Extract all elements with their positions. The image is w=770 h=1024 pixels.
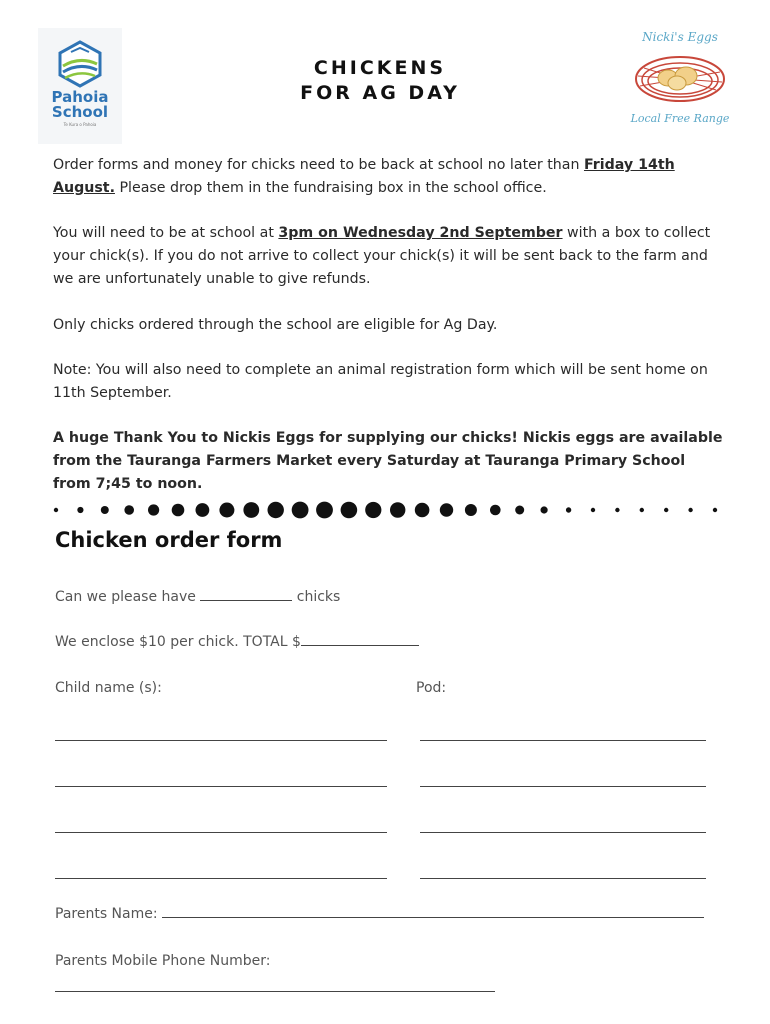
separator-dot — [541, 506, 548, 513]
pod-field-4[interactable] — [420, 878, 706, 879]
separator-dot — [341, 502, 358, 519]
school-tagline: Te Kura o Pahoia — [63, 122, 97, 127]
separator-dot — [515, 506, 524, 515]
p2-collection-time: 3pm on Wednesday 2nd September — [278, 225, 563, 241]
paragraph-eligibility: Only chicks ordered through the school are eligible for Ag Day. — [53, 317, 498, 333]
form-title: Chicken order form — [55, 528, 283, 552]
total-row — [55, 634, 419, 650]
quantity-field[interactable] — [200, 599, 292, 601]
title-line-1: CHICKENS — [313, 57, 447, 79]
p2-text-pre: You will need to be at school at — [53, 225, 279, 241]
separator-dot — [390, 502, 405, 517]
page-title — [230, 56, 530, 106]
pod-field-2[interactable] — [420, 786, 706, 787]
title-line-2: FOR AG DAY — [300, 82, 460, 104]
separator-dot — [148, 504, 159, 515]
quantity-label-post: chicks — [292, 589, 341, 605]
separator-dot — [292, 502, 309, 519]
separator-dot — [77, 507, 83, 513]
separator-dot — [566, 507, 571, 512]
p1-text-post: Please drop them in the fundraising box in the school office. — [114, 180, 547, 196]
child-name-field-1[interactable] — [55, 740, 387, 741]
separator-dot — [219, 503, 234, 518]
p2-text-post: with a box to collect your chick(s). If you do not arrive to collect your chick(s) it will be sent back to the farm and we are unfortunately unable to give refunds. — [53, 225, 711, 287]
separator-dot — [365, 502, 381, 518]
eggs-logo — [622, 28, 738, 132]
dot-separator — [42, 496, 732, 526]
parent-name-field[interactable] — [162, 916, 704, 918]
eggs-logo-bottom-text: Local Free Range — [630, 112, 730, 125]
separator-dot — [316, 502, 333, 519]
pod-label: Pod: — [416, 680, 447, 696]
school-name-line1: Pahoia — [51, 88, 109, 106]
school-name-line2: School — [51, 103, 109, 121]
separator-dot — [615, 508, 619, 512]
quantity-label-pre: Can we please have — [55, 589, 201, 605]
phone-field[interactable] — [55, 991, 495, 992]
paragraph-note: Note: You will also need to complete an animal registration form which will be sent home on 11th September. — [53, 362, 708, 401]
separator-dot — [440, 503, 453, 516]
paragraph-collection — [53, 222, 723, 291]
pod-field-3[interactable] — [420, 832, 706, 833]
separator-dot — [172, 504, 185, 517]
separator-dot — [591, 508, 595, 512]
eggs-logo-top-text: Nicki's Eggs — [642, 30, 718, 44]
separator-dot — [713, 508, 717, 512]
separator-dot — [415, 503, 430, 518]
child-name-field-2[interactable] — [55, 786, 387, 787]
separator-dot — [268, 502, 284, 518]
separator-dot — [196, 503, 210, 517]
separator-dot — [101, 506, 109, 514]
paragraph-deadline — [53, 154, 723, 200]
child-name-field-4[interactable] — [55, 878, 387, 879]
child-name-field-3[interactable] — [55, 832, 387, 833]
p1-text-pre: Order forms and money for chicks need to be back at school no later than — [53, 157, 584, 173]
separator-dot — [664, 508, 668, 512]
p1-deadline-date: Friday 14th August. — [53, 157, 675, 196]
separator-dot — [243, 502, 259, 518]
separator-dot — [490, 505, 501, 516]
separator-dot — [688, 508, 692, 512]
parent-name-label: Parents Name: — [55, 906, 163, 922]
child-name-label: Child name (s): — [55, 680, 162, 696]
parent-name-row — [55, 906, 704, 922]
quantity-row — [55, 589, 340, 605]
separator-dot — [54, 508, 58, 512]
school-logo — [38, 28, 122, 144]
separator-dot — [465, 504, 477, 516]
total-label: We enclose $10 per chick. TOTAL $ — [55, 634, 301, 650]
nest-icon — [630, 46, 730, 112]
phone-label: Parents Mobile Phone Number: — [55, 953, 271, 969]
separator-dot — [640, 508, 644, 512]
separator-dot — [124, 505, 134, 515]
paragraph-thanks: A huge Thank You to Nickis Eggs for supplying our chicks! Nickis eggs are available from the Tauranga Farmers Market every Saturday at Tauranga Primary School from 7;45 to noon. — [53, 430, 723, 492]
pod-field-1[interactable] — [420, 740, 706, 741]
total-field[interactable] — [301, 644, 419, 646]
